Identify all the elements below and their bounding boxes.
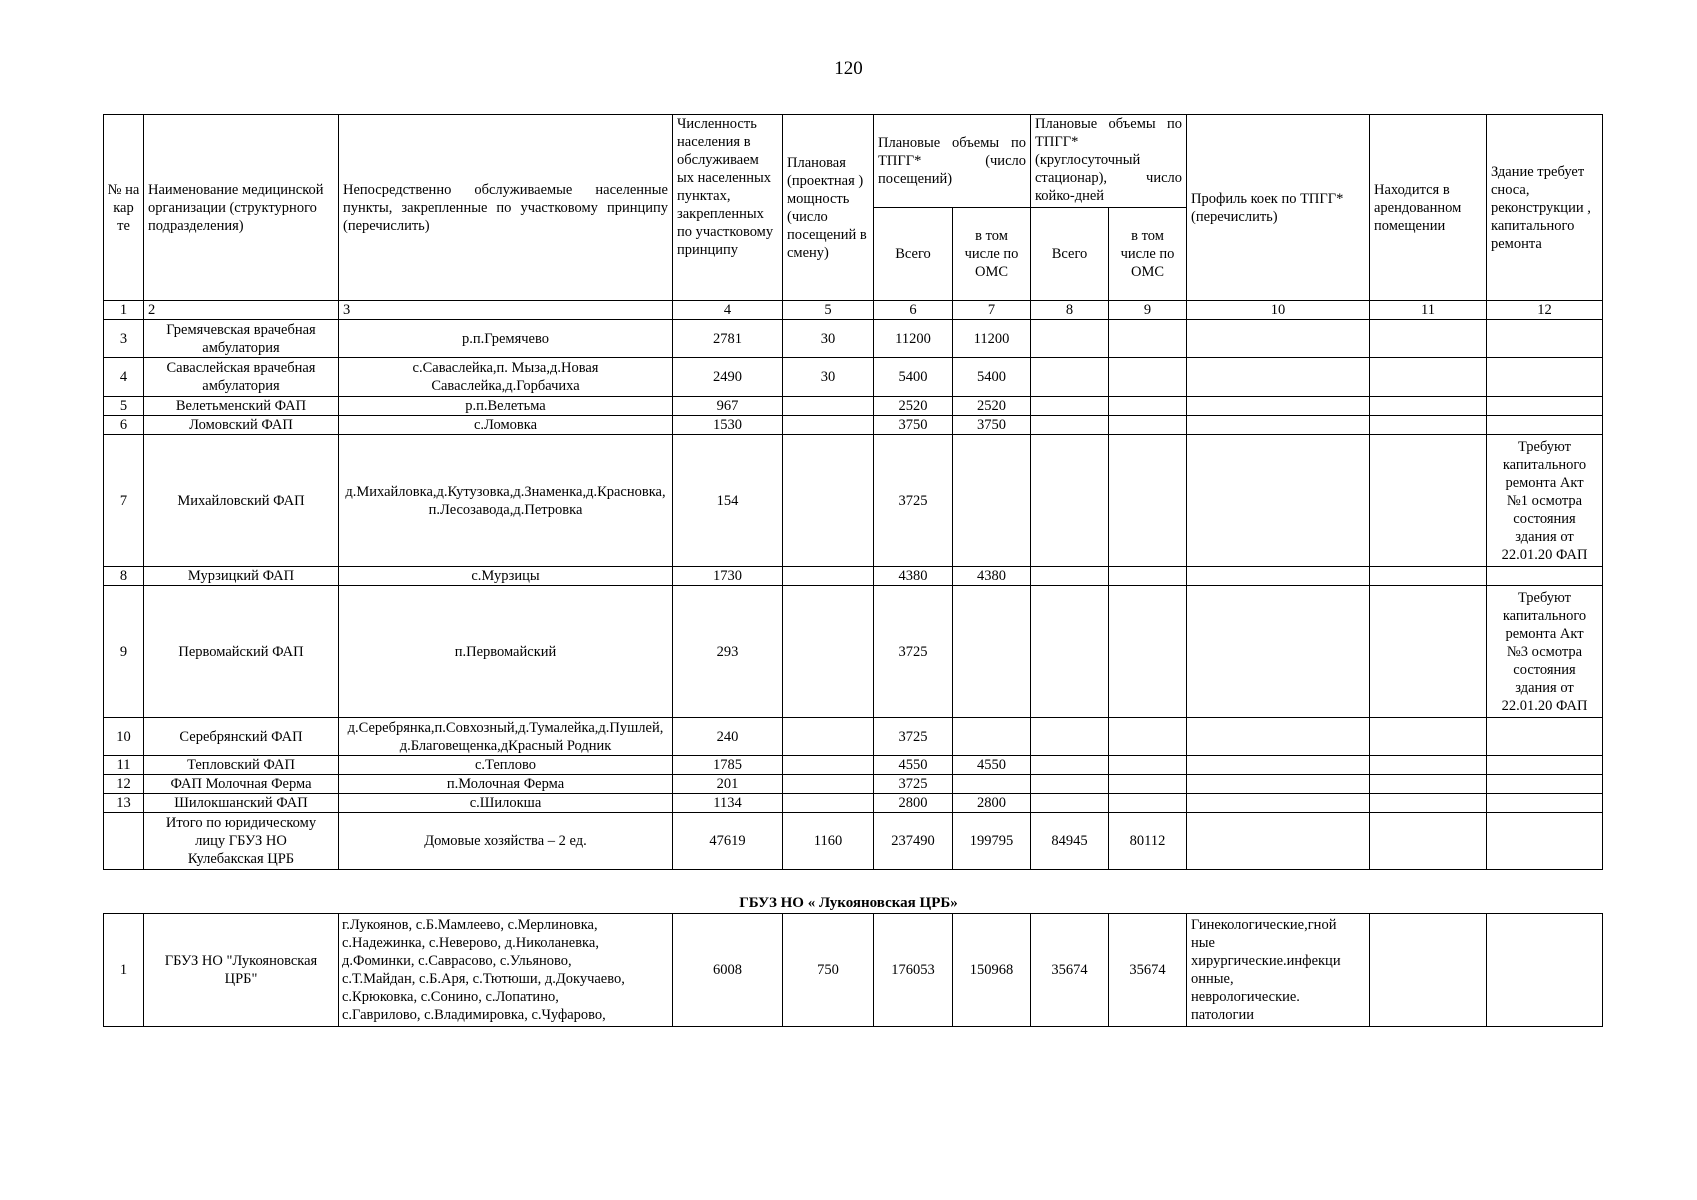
repair-note: Требуют капитального ремонта Акт №1 осмотра состояния здания от 22.01.20 ФАП bbox=[1487, 435, 1603, 567]
header-rented: Находится в арендованном помещении bbox=[1370, 115, 1487, 301]
total-capacity: 1160 bbox=[783, 813, 874, 870]
repair-note bbox=[1487, 358, 1603, 397]
beds-total bbox=[1031, 586, 1109, 718]
visits-oms: 150968 bbox=[953, 914, 1031, 1027]
beds-total bbox=[1031, 775, 1109, 794]
repair-note bbox=[1487, 914, 1603, 1027]
capacity: 750 bbox=[783, 914, 874, 1027]
beds-total bbox=[1031, 794, 1109, 813]
rented bbox=[1370, 794, 1487, 813]
visits-total: 5400 bbox=[874, 358, 953, 397]
population: 1530 bbox=[673, 416, 783, 435]
organization-name: Серебрянский ФАП bbox=[144, 718, 339, 756]
population: 1730 bbox=[673, 567, 783, 586]
row-number: 1 bbox=[104, 914, 144, 1027]
settlements: п.Молочная Ферма bbox=[339, 775, 673, 794]
beds-total bbox=[1031, 718, 1109, 756]
column-number: 3 bbox=[339, 301, 673, 320]
settlements: п.Первомайский bbox=[339, 586, 673, 718]
bed-profile bbox=[1187, 914, 1370, 1027]
beds-total bbox=[1031, 435, 1109, 567]
capacity bbox=[783, 416, 874, 435]
population: 1134 bbox=[673, 794, 783, 813]
beds-total bbox=[1031, 358, 1109, 397]
visits-oms bbox=[953, 586, 1031, 718]
row-number: 11 bbox=[104, 756, 144, 775]
facilities-table bbox=[103, 114, 1603, 870]
bed-profile bbox=[1187, 794, 1370, 813]
visits-oms bbox=[953, 718, 1031, 756]
rented bbox=[1370, 914, 1487, 1027]
capacity bbox=[783, 586, 874, 718]
row-number: 10 bbox=[104, 718, 144, 756]
population: 2490 bbox=[673, 358, 783, 397]
row-number: 7 bbox=[104, 435, 144, 567]
rented bbox=[1370, 416, 1487, 435]
table-row bbox=[104, 416, 1603, 435]
row-number: 12 bbox=[104, 775, 144, 794]
beds-oms bbox=[1109, 756, 1187, 775]
capacity: 30 bbox=[783, 358, 874, 397]
rented bbox=[1370, 775, 1487, 794]
header-planned-beddays: Плановые объемы по ТПГГ* (круглосуточный стационар), число койко-дней bbox=[1031, 115, 1187, 208]
beds-oms bbox=[1109, 775, 1187, 794]
visits-oms: 5400 bbox=[953, 358, 1031, 397]
repair-note bbox=[1487, 320, 1603, 358]
table-row bbox=[104, 358, 1603, 397]
header-number: № на кар те bbox=[104, 115, 144, 301]
table-row bbox=[104, 320, 1603, 358]
bed-profile-line: ные bbox=[1191, 935, 1215, 951]
header-bed-profile: Профиль коек по ТПГГ* (перечислить) bbox=[1187, 115, 1370, 301]
row-number: 5 bbox=[104, 397, 144, 416]
bed-profile bbox=[1187, 567, 1370, 586]
rented bbox=[1370, 813, 1487, 870]
column-number: 6 bbox=[874, 301, 953, 320]
column-number: 9 bbox=[1109, 301, 1187, 320]
population: 6008 bbox=[673, 914, 783, 1027]
total-row bbox=[104, 813, 1603, 870]
visits-oms: 4550 bbox=[953, 756, 1031, 775]
total-visits-oms: 199795 bbox=[953, 813, 1031, 870]
visits-total: 4550 bbox=[874, 756, 953, 775]
header-settlements: Непосредственно обслуживаемые населенные пункты, закрепленные по участковому принципу (перечислить) bbox=[339, 115, 673, 301]
settlements: р.п.Велетьма bbox=[339, 397, 673, 416]
column-number: 10 bbox=[1187, 301, 1370, 320]
table-row bbox=[104, 756, 1603, 775]
beds-oms bbox=[1109, 358, 1187, 397]
beds-oms bbox=[1109, 435, 1187, 567]
total-population: 47619 bbox=[673, 813, 783, 870]
capacity bbox=[783, 756, 874, 775]
table-row bbox=[104, 567, 1603, 586]
header-beds-total: Всего bbox=[1031, 208, 1109, 301]
row-number: 6 bbox=[104, 416, 144, 435]
population: 240 bbox=[673, 718, 783, 756]
settlements-line: г.Лукоянов, с.Б.Мамлеево, с.Мерлиновка, bbox=[342, 917, 598, 933]
settlements-line: д.Фоминки, с.Саврасово, с.Ульяново, bbox=[342, 953, 572, 969]
header-planned-visits: Плановые объемы по ТПГГ* (число посещений) bbox=[874, 115, 1031, 208]
total-settlements: Домовые хозяйства – 2 ед. bbox=[339, 813, 673, 870]
settlements: с.Теплово bbox=[339, 756, 673, 775]
population: 154 bbox=[673, 435, 783, 567]
settlements-line: с.Гаврилово, с.Владимировка, с.Чуфарово, bbox=[342, 1007, 606, 1023]
settlements: р.п.Гремячево bbox=[339, 320, 673, 358]
population: 2781 bbox=[673, 320, 783, 358]
repair-note bbox=[1487, 718, 1603, 756]
table-row bbox=[104, 435, 1603, 567]
beds-total bbox=[1031, 397, 1109, 416]
row-number: 13 bbox=[104, 794, 144, 813]
repair-note bbox=[1487, 416, 1603, 435]
settlements: с.Шилокша bbox=[339, 794, 673, 813]
column-number: 8 bbox=[1031, 301, 1109, 320]
organization-name: Михайловский ФАП bbox=[144, 435, 339, 567]
total-name: Итого по юридическому лицу ГБУЗ НО Кулебакская ЦРБ bbox=[144, 813, 339, 870]
capacity bbox=[783, 435, 874, 567]
visits-oms bbox=[953, 775, 1031, 794]
visits-total: 3725 bbox=[874, 775, 953, 794]
rented bbox=[1370, 397, 1487, 416]
repair-note: Требуют капитального ремонта Акт №3 осмотра состояния здания от 22.01.20 ФАП bbox=[1487, 586, 1603, 718]
settlements: с.Ломовка bbox=[339, 416, 673, 435]
beds-total bbox=[1031, 320, 1109, 358]
organization-name: ФАП Молочная Ферма bbox=[144, 775, 339, 794]
column-number: 12 bbox=[1487, 301, 1603, 320]
organization-name: Саваслейская врачебная амбулатория bbox=[144, 358, 339, 397]
row-number bbox=[104, 813, 144, 870]
rented bbox=[1370, 586, 1487, 718]
organization-name: Первомайский ФАП bbox=[144, 586, 339, 718]
visits-total: 11200 bbox=[874, 320, 953, 358]
rented bbox=[1370, 320, 1487, 358]
settlements bbox=[339, 914, 673, 1027]
beds-oms bbox=[1109, 320, 1187, 358]
row-number: 8 bbox=[104, 567, 144, 586]
organization-name: Велетьменский ФАП bbox=[144, 397, 339, 416]
total-beds-oms: 80112 bbox=[1109, 813, 1187, 870]
beds-oms: 35674 bbox=[1109, 914, 1187, 1027]
visits-total: 3725 bbox=[874, 586, 953, 718]
header-organization: Наименование медицинской организации (структурного подразделения) bbox=[144, 115, 339, 301]
bed-profile bbox=[1187, 358, 1370, 397]
settlements-line: с.Надежинка, с.Неверово, д.Николаневка, bbox=[342, 935, 599, 951]
settlements-line: с.Т.Майдан, с.Б.Аря, с.Тютюши, д.Докучаево, bbox=[342, 971, 625, 987]
table-row bbox=[104, 586, 1603, 718]
capacity bbox=[783, 567, 874, 586]
repair-note bbox=[1487, 775, 1603, 794]
repair-note bbox=[1487, 756, 1603, 775]
settlements-line: с.Крюковка, с.Сонино, с.Лопатино, bbox=[342, 989, 559, 1005]
bed-profile bbox=[1187, 320, 1370, 358]
section-title: ГБУЗ НО « Лукояновская ЦРБ» bbox=[739, 895, 958, 911]
header-population: Численность населения в обслуживаем ых населенных пунктах, закрепленных по участковому принципу bbox=[673, 115, 783, 301]
beds-oms bbox=[1109, 567, 1187, 586]
visits-total: 2520 bbox=[874, 397, 953, 416]
header-visits-total: Всего bbox=[874, 208, 953, 301]
rented bbox=[1370, 567, 1487, 586]
settlements: д.Михайловка,д.Кутузовка,д.Знаменка,д.Красновка,п.Лесозавода,д.Петровка bbox=[339, 435, 673, 567]
beds-oms bbox=[1109, 586, 1187, 718]
rented bbox=[1370, 718, 1487, 756]
bed-profile bbox=[1187, 397, 1370, 416]
visits-oms: 3750 bbox=[953, 416, 1031, 435]
bed-profile-line: неврологические. bbox=[1191, 989, 1300, 1005]
visits-total: 2800 bbox=[874, 794, 953, 813]
capacity bbox=[783, 775, 874, 794]
repair-note bbox=[1487, 567, 1603, 586]
table-row bbox=[104, 914, 1603, 1027]
column-number: 7 bbox=[953, 301, 1031, 320]
organization-name: Мурзицкий ФАП bbox=[144, 567, 339, 586]
visits-oms: 2800 bbox=[953, 794, 1031, 813]
visits-total: 3750 bbox=[874, 416, 953, 435]
visits-total: 4380 bbox=[874, 567, 953, 586]
beds-total bbox=[1031, 416, 1109, 435]
column-number: 4 bbox=[673, 301, 783, 320]
bed-profile bbox=[1187, 435, 1370, 567]
capacity: 30 bbox=[783, 320, 874, 358]
column-number: 1 bbox=[104, 301, 144, 320]
table-row bbox=[104, 775, 1603, 794]
column-number: 11 bbox=[1370, 301, 1487, 320]
bed-profile bbox=[1187, 813, 1370, 870]
rented bbox=[1370, 756, 1487, 775]
header-visits-oms: в том числе по ОМС bbox=[953, 208, 1031, 301]
bed-profile-line: Гинекологические,гной bbox=[1191, 917, 1337, 933]
lukoyanov-table bbox=[103, 913, 1603, 1027]
visits-total: 176053 bbox=[874, 914, 953, 1027]
table-row bbox=[104, 718, 1603, 756]
row-number: 3 bbox=[104, 320, 144, 358]
organization-name: Шилокшанский ФАП bbox=[144, 794, 339, 813]
organization-name: Ломовский ФАП bbox=[144, 416, 339, 435]
bed-profile bbox=[1187, 718, 1370, 756]
bed-profile bbox=[1187, 775, 1370, 794]
population: 201 bbox=[673, 775, 783, 794]
population: 293 bbox=[673, 586, 783, 718]
header-beds-oms: в том числе по ОМС bbox=[1109, 208, 1187, 301]
beds-oms bbox=[1109, 397, 1187, 416]
repair-note bbox=[1487, 813, 1603, 870]
total-beds: 84945 bbox=[1031, 813, 1109, 870]
row-number: 9 bbox=[104, 586, 144, 718]
visits-oms: 11200 bbox=[953, 320, 1031, 358]
header-capacity: Плановая (проектная ) мощность (число посещений в смену) bbox=[783, 115, 874, 301]
column-number: 2 bbox=[144, 301, 339, 320]
repair-note bbox=[1487, 794, 1603, 813]
visits-oms bbox=[953, 435, 1031, 567]
table-row bbox=[104, 794, 1603, 813]
settlements: с.Саваслейка,п. Мыза,д.Новая Саваслейка,д.Горбачиха bbox=[339, 358, 673, 397]
capacity bbox=[783, 718, 874, 756]
bed-profile-line: патологии bbox=[1191, 1007, 1254, 1023]
population: 1785 bbox=[673, 756, 783, 775]
column-number: 5 bbox=[783, 301, 874, 320]
bed-profile bbox=[1187, 756, 1370, 775]
beds-oms bbox=[1109, 416, 1187, 435]
organization-name: ГБУЗ НО "Лукояновская ЦРБ" bbox=[144, 914, 339, 1027]
beds-total bbox=[1031, 756, 1109, 775]
bed-profile bbox=[1187, 416, 1370, 435]
row-number: 4 bbox=[104, 358, 144, 397]
bed-profile-line: онные, bbox=[1191, 971, 1234, 987]
visits-total: 3725 bbox=[874, 435, 953, 567]
visits-oms: 2520 bbox=[953, 397, 1031, 416]
beds-total bbox=[1031, 567, 1109, 586]
bed-profile-line: хирургические.инфекци bbox=[1191, 953, 1341, 969]
table-row bbox=[104, 397, 1603, 416]
population: 967 bbox=[673, 397, 783, 416]
organization-name: Гремячевская врачебная амбулатория bbox=[144, 320, 339, 358]
rented bbox=[1370, 435, 1487, 567]
visits-total: 3725 bbox=[874, 718, 953, 756]
settlements: с.Мурзицы bbox=[339, 567, 673, 586]
page-number: 120 bbox=[834, 58, 863, 79]
beds-total: 35674 bbox=[1031, 914, 1109, 1027]
repair-note bbox=[1487, 397, 1603, 416]
beds-oms bbox=[1109, 718, 1187, 756]
settlements: д.Серебрянка,п.Совхозный,д.Тумалейка,д.Пушлей,д.Благовещенка,дКрасный Родник bbox=[339, 718, 673, 756]
bed-profile bbox=[1187, 586, 1370, 718]
capacity bbox=[783, 397, 874, 416]
visits-oms: 4380 bbox=[953, 567, 1031, 586]
rented bbox=[1370, 358, 1487, 397]
total-visits: 237490 bbox=[874, 813, 953, 870]
header-repair: Здание требует сноса, реконструкции , капитального ремонта bbox=[1487, 115, 1603, 301]
organization-name: Тепловский ФАП bbox=[144, 756, 339, 775]
capacity bbox=[783, 794, 874, 813]
beds-oms bbox=[1109, 794, 1187, 813]
